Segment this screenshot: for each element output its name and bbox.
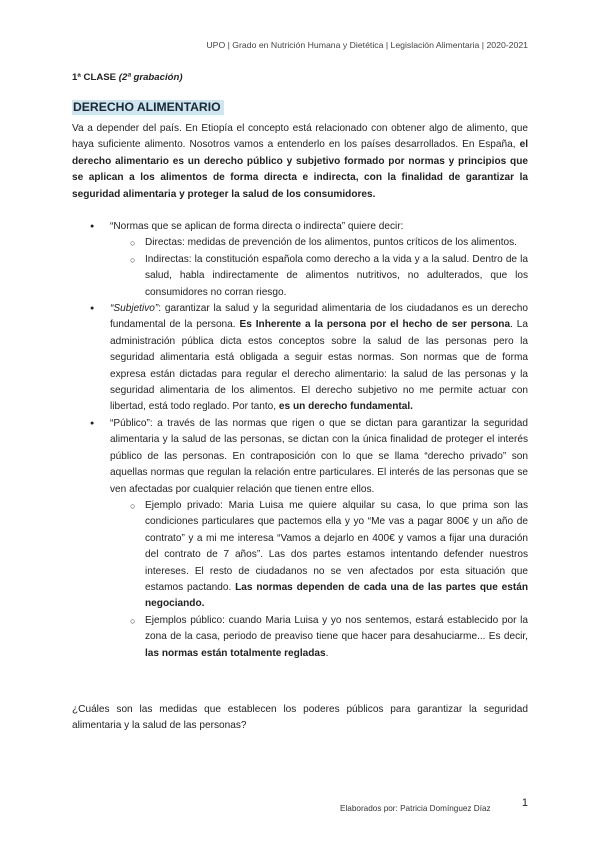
section-heading: DERECHO ALIMENTARIO [72, 100, 224, 115]
list-item-text: “Normas que se aplican de forma directa o indirecta” quiere decir: [110, 221, 404, 232]
sub-item-text: Indirectas: la constitución española como derecho a la vida y a la salud. Dentro de la salud, habla indirectamente de alimentos nutritivos, no adulterados, que los consumidores no corran riesgo. [145, 253, 528, 298]
bold-regladas: las normas están totalmente regladas [145, 647, 326, 659]
term-subjetivo: “Subjetivo” [110, 303, 159, 315]
list-item-subjetivo [90, 301, 528, 416]
bold-negociando: Las normas dependen de cada una de las partes que están negociando. [145, 581, 528, 610]
sub-item-text: Ejemplos público: cuando Maria Luisa y yo nos sentemos, estará establecido por la zona de la casa, periodo de preaviso tiene que hacer para desahuciarme... Es decir, [145, 614, 528, 643]
sub-item-directas [130, 235, 528, 251]
class-number: 1ª CLASE [72, 72, 117, 83]
class-label [72, 70, 183, 86]
recording-note: (2ª grabación) [118, 72, 183, 83]
list-item-text: “Público”: a través de las normas que rigen o que se dictan para garantizar la seguridad alimentaria y la salud de las personas, se dictan con la única finalidad de proteger el interés público de las personas. En contraposición con lo que se llama “derecho privado” son aquellas normas que regulan la relación entre particulares. El interés de las personas que se ven afectadas por cualquier relación que tienen entre ellos. [110, 417, 528, 495]
sub-item-end: . [325, 647, 329, 659]
sub-item-ejemplo-privado [130, 498, 528, 613]
list-item-publico [90, 416, 528, 498]
intro-paragraph [72, 121, 528, 203]
sub-item-ejemplo-publico [130, 613, 528, 662]
bold-inherente: Es Inherente a la persona por el hecho de ser persona [239, 319, 511, 331]
sub-item-text: Ejemplo privado: Maria Luisa me quiere alquilar su casa, lo que prima son las condiciones particulares que pactemos ella y yo “Me vas a pagar 800€ y un año de contrato” y a mi me interesa “Vamos a dejarlo en 400€ y vamos a fijar una duración del contrato de 7 años”. Las dos partes estamos intentando defender nuestros intereses. El resto de ciudadanos no se ven afectados por esta situación que estamos pactando. [145, 499, 528, 593]
page-number: 1 [521, 797, 528, 809]
sub-item-indirectas [130, 252, 528, 301]
bold-fundamental: es un derecho fundamental. [278, 401, 413, 413]
intro-text: Va a depender del país. En Etiopía el concepto está relacionado con obtener algo de alimento, que haya suficiente alimento. Nosotros vamos a entenderlo en los países desarrollados. En España, [72, 123, 528, 151]
list-item-text: . La administración pública dicta estos conceptos sobre la salud de las personas pero la seguridad alimentaria está obligada a seguir estas normas. Son normas que de forma expresa están dictadas para regular el derecho alimentario: la salud de las personas y la seguridad alimentaria de los alimentos. El derecho subjetivo no me permite actuar con libertad, está todo reglado. Por tanto, [110, 319, 528, 413]
question-paragraph: ¿Cuáles son las medidas que establecen los poderes públicos para garantizar la seguridad alimentaria y la salud de las personas? [72, 704, 528, 732]
intro-definition: el derecho alimentario es un derecho público y subjetivo formado por normas y principios que se aplican a los alimentos de forma directa e indirecta, con la finalidad de garantizar la seguridad alimentaria y proteger la salud de los consumidores. [72, 139, 528, 200]
list-item-normas [90, 219, 528, 235]
running-header: UPO | Grado en Nutrición Humana y Dietética | Legislación Alimentaria | 2020-2021 [206, 40, 528, 50]
sub-item-text: Directas: medidas de prevención de los alimentos, puntos críticos de los alimentos. [145, 237, 517, 249]
footer-author: Elaborados por: Patricia Domínguez Díaz [340, 804, 491, 813]
bullet-list [90, 219, 528, 662]
list-item-text: : garantizar la salud y la seguridad alimentaria de los ciudadanos es un derecho fundamental de la persona. [110, 303, 528, 331]
